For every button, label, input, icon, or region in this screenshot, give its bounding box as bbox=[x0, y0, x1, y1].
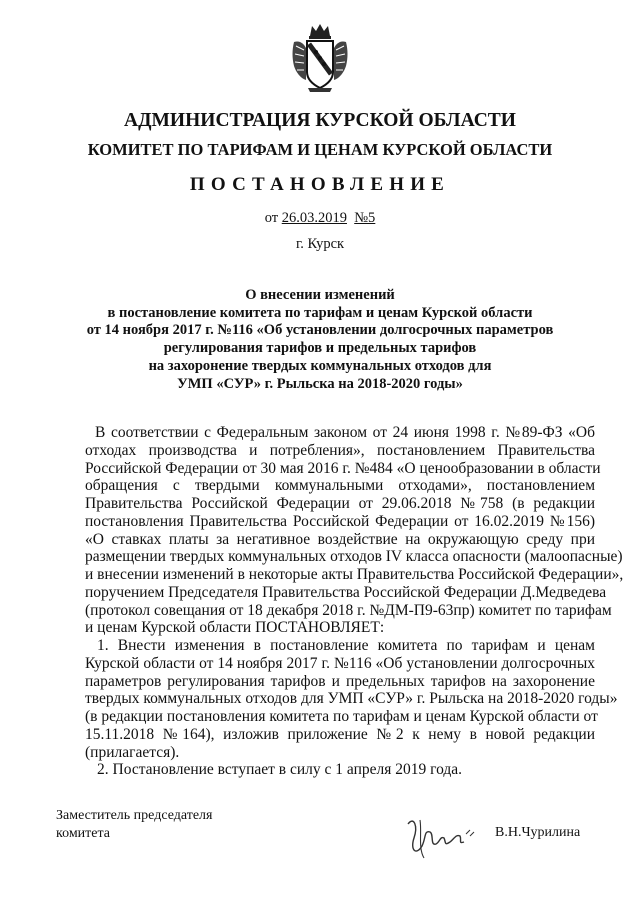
body-line: и внесении изменений в некоторые акты Правительства Российской Федерации», bbox=[85, 566, 624, 583]
body-line: В соответствии с Федеральным законом от 24 июня 1998 г. №89-ФЗ «Об bbox=[95, 424, 595, 441]
signatory-position-line: Заместитель председателя bbox=[56, 808, 213, 823]
document-number: №5 bbox=[354, 210, 376, 226]
document-type: ПОСТАНОВЛЕНИЕ bbox=[189, 174, 451, 195]
document-date: 26.03.2019 bbox=[281, 210, 347, 226]
body-line: и ценам Курской области ПОСТАНОВЛЯЕТ: bbox=[85, 619, 385, 637]
body-line: (прилагается). bbox=[85, 743, 180, 761]
body-line: размещении твердых коммунальных отходов IV класса опасности (малоопасные) bbox=[85, 548, 623, 566]
kursk-coat-of-arms-icon bbox=[290, 22, 350, 94]
signatory-position-line: комитета bbox=[56, 826, 111, 841]
body-line: обращения с твердыми коммунальными отходами», постановлением bbox=[85, 477, 595, 495]
body-line: (протокол совещания от 18 декабря 2018 г. №ДМ-П9-63пр) комитет по тарифам bbox=[85, 601, 612, 619]
title-line: в постановление комитета по тарифам и ценам Курской области bbox=[107, 304, 533, 321]
body-line: поручением Председателя Правительства Российской Федерации Д.Медведева bbox=[85, 583, 607, 601]
body-line: параметров регулирования тарифов и предельных тарифов на захоронение bbox=[85, 672, 595, 690]
body-line: «О ставках платы за негативное воздействие на окружающую среду при bbox=[85, 530, 595, 548]
signatory-name: В.Н.Чурилина bbox=[495, 825, 581, 840]
handwritten-signature-icon bbox=[400, 812, 480, 862]
date-prefix: от bbox=[264, 210, 279, 226]
city: г. Курск bbox=[295, 236, 345, 252]
body-line: Российской Федерации от 30 мая 2016 г. №484 «О ценообразовании в области bbox=[85, 459, 601, 477]
body-line: 2. Постановление вступает в силу с 1 апреля 2019 года. bbox=[97, 761, 463, 779]
document-title bbox=[0, 287, 640, 393]
title-line: О внесении изменений bbox=[245, 287, 395, 303]
title-line: от 14 ноября 2017 г. №116 «Об установлении долгосрочных параметров bbox=[86, 322, 554, 339]
title-line: на захоронение твердых коммунальных отходов для bbox=[148, 357, 492, 374]
title-line: УМП «СУР» г. Рыльска на 2018-2020 годы» bbox=[177, 375, 463, 392]
title-line: регулирования тарифов и предельных тарифов bbox=[163, 340, 477, 357]
date-number-line bbox=[0, 210, 640, 227]
body-line: Курской области от 14 ноября 2017 г. №116 «Об установлении долгосрочных bbox=[85, 654, 595, 672]
signatory-position bbox=[56, 808, 212, 842]
body-line: отходах производства и потребления», постановлением Правительства bbox=[85, 441, 595, 459]
body-line: 1. Внести изменения в постановление комитета по тарифам и ценам bbox=[97, 637, 595, 654]
document-body bbox=[85, 424, 624, 779]
body-line: твердых коммунальных отходов для УМП «СУР» г. Рыльска на 2018-2020 годы» bbox=[85, 690, 618, 708]
body-line: (в редакции постановления комитета по тарифам и ценам Курской области от bbox=[85, 708, 598, 725]
body-line: постановления Правительства Российской Федерации от 16.02.2019 №156) bbox=[85, 512, 595, 530]
organization-name: АДМИНИСТРАЦИЯ КУРСКОЙ ОБЛАСТИ bbox=[124, 110, 516, 131]
body-line: 15.11.2018 №164), изложив приложение №2 к нему в новой редакции bbox=[85, 725, 595, 743]
committee-name: КОМИТЕТ ПО ТАРИФАМ И ЦЕНАМ КУРСКОЙ ОБЛАСТИ bbox=[87, 140, 553, 159]
body-line: Правительства Российской Федерации от 29.06.2018 №758 (в редакции bbox=[85, 495, 595, 512]
